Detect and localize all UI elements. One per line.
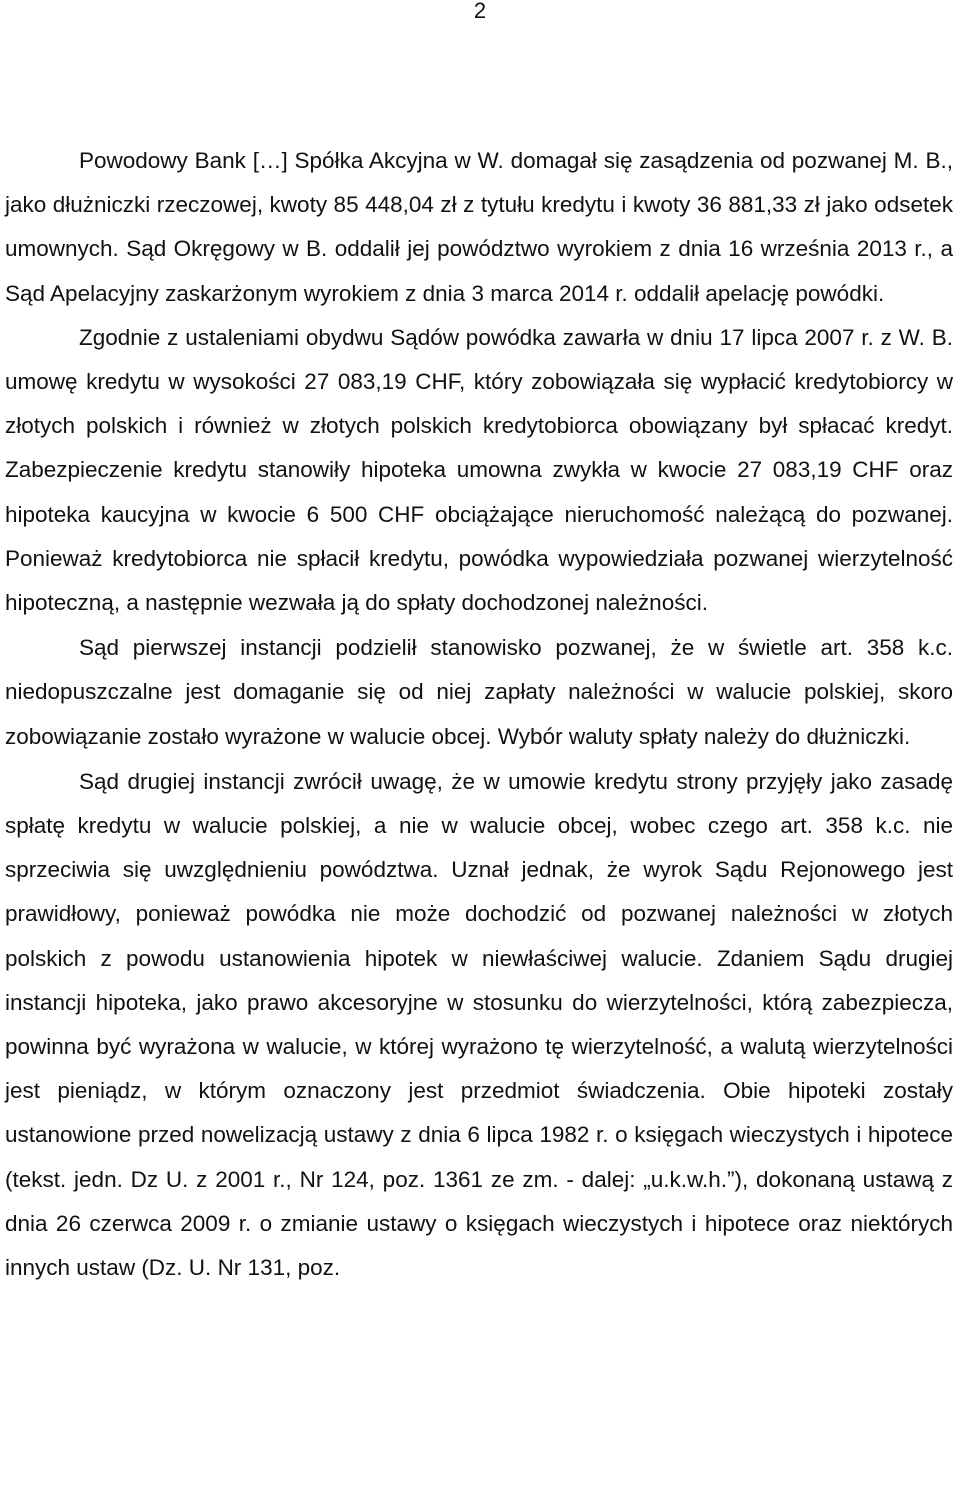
paragraph-claim: Powodowy Bank […] Spółka Akcyjna w W. domagał się zasądzenia od pozwanej M. B., jako dłużniczki rzeczowej, kwoty 85 448,04 zł z tytułu kredytu i kwoty 36 881,33 zł jako odsetek umownych. Sąd Okręgowy w B. oddalił jej powództwo wyrokiem z dnia 16 września 2013 r., a Sąd Apelacyjny zaskarżonym wyrokiem z dnia 3 marca 2014 r. oddalił apelację powódki.	[5, 148, 953, 306]
page-number: 2	[473, 0, 487, 23]
paragraph-first-instance: Sąd pierwszej instancji podzielił stanowisko pozwanej, że w świetle art. 358 k.c. niedopuszczalne jest domaganie się od niej zapłaty należności w walucie polskiej, skoro zobowiązanie zostało wyrażone w walucie obcej. Wybór waluty spłaty należy do dłużniczki.	[5, 635, 953, 749]
paragraph-findings: Zgodnie z ustaleniami obydwu Sądów powódka zawarła w dniu 17 lipca 2007 r. z W. B. umowę kredytu w wysokości 27 083,19 CHF, który zobowiązała się wypłacić kredytobiorcy w złotych polskich i również w złotych polskich kredytobiorca obowiązany był spłacać kredyt. Zabezpieczenie kredytu stanowiły hipoteka umowna zwykła w kwocie 27 083,19 CHF oraz hipoteka kaucyjna w kwocie 6 500 CHF obciążające nieruchomość należącą do pozwanej. Ponieważ kredytobiorca nie spłacił kredytu, powódka wypowiedziała pozwanej wierzytelność hipoteczną, a następnie wezwała ją do spłaty dochodzonej należności.	[5, 324, 953, 616]
paragraph-second-instance: Sąd drugiej instancji zwrócił uwagę, że w umowie kredytu strony przyjęły jako zasadę spłatę kredytu w walucie polskiej, a nie w walucie obcej, wobec czego art. 358 k.c. nie sprzeciwia się uwzględnieniu powództwa. Uznał jednak, że wyrok Sądu Rejonowego jest prawidłowy, ponieważ powódka nie może dochodzić od pozwanej należności w złotych polskich z powodu ustanowienia hipotek w niewłaściwej walucie. Zdaniem Sądu drugiej instancji hipoteka, jako prawo akcesoryjne w stosunku do wierzytelności, którą zabezpiecza, powinna być wyrażona w walucie, w której wyrażono tę wierzytelność, a walutą wierzytelności jest pieniądz, w którym oznaczony jest przedmiot świadczenia. Obie hipoteki zostały ustanowione przed nowelizacją ustawy z dnia 6 lipca 1982 r. o księgach wieczystych i hipotece (tekst. jedn. Dz U. z 2001 r., Nr 124, poz. 1361 ze zm. - dalej: „u.k.w.h.”), dokonaną ustawą z dnia 26 czerwca 2009 r. o zmianie ustawy o księgach wieczystych i hipotece oraz niektórych innych ustaw (Dz. U. Nr 131, poz.	[5, 768, 953, 1281]
document-body	[5, 139, 953, 1290]
